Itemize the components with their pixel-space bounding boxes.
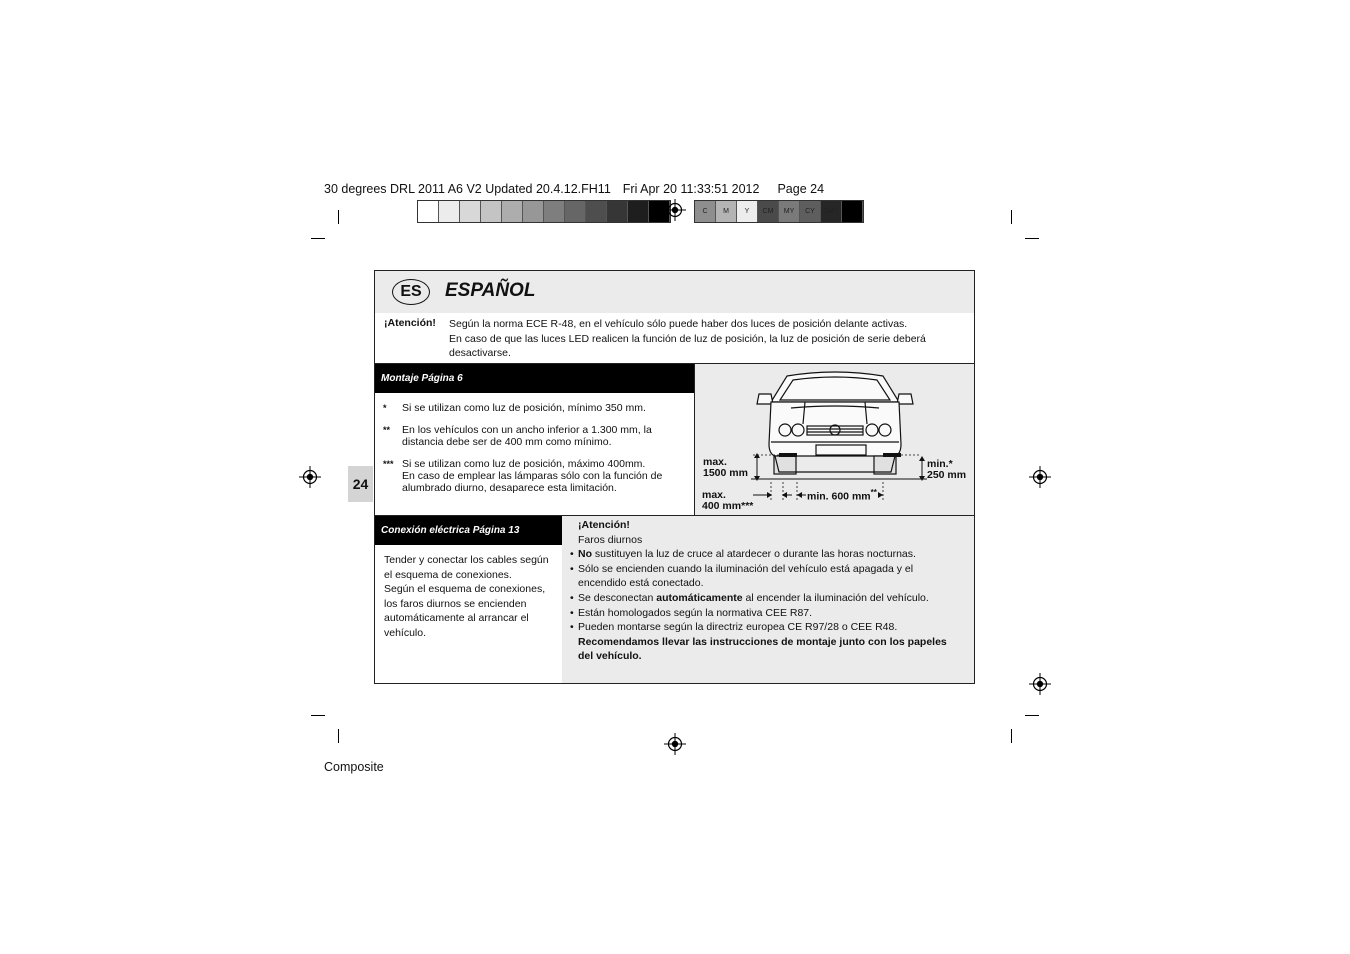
gray-swatch [502,201,523,222]
conexion-heading: Conexión eléctrica Página 13 [375,516,562,545]
dimension-text: max. [702,489,726,501]
attention-text [449,317,959,361]
process-swatch: C [695,201,716,222]
bullet-text: Se desconectan [578,591,657,604]
bullet-text: Sólo se encienden cuando la iluminación del vehículo está apagada y el [578,562,914,575]
bullet-text: Pueden montarse según la directriz europea CE R97/28 o CEE R48. [578,621,898,634]
bullet-bold: No [578,548,592,561]
registration-mark-icon [664,733,686,755]
gray-swatch [565,201,586,222]
footnote [383,424,688,448]
attention-subtitle: Faros diurnos [578,533,643,546]
bullet-text: Están homologados según la normativa CEE R87. [578,606,813,619]
footnote [383,402,688,414]
conexion-text [375,545,562,683]
footer-composite: Composite [324,760,384,774]
gray-swatch [607,201,628,222]
bullet-item: • Pueden montarse según la directriz europea CE R97/28 o CEE R48. [570,621,898,634]
gray-swatch [460,201,481,222]
attention-line: desactivarse. [449,347,511,360]
conexion-line: los faros diurnos se encienden [384,597,527,610]
conexion-line: Tender y conectar los cables según [384,554,549,566]
crop-mark [1025,715,1039,716]
footnote-mark: ** [383,425,391,435]
conexion-line: automáticamente al arrancar el [384,612,529,625]
footnote-text: En los vehículos con un ancho inferior a 1.300 mm, la [402,424,652,436]
slug-line [324,182,824,196]
max-height-label [703,457,748,478]
drl-attention [562,516,974,683]
language-header [375,271,974,313]
conexion-line: vehículo. [384,626,427,639]
min-spacing-label [806,488,878,502]
registration-mark-icon [1029,466,1051,488]
gray-swatch [439,201,460,222]
process-color-bar [694,200,864,223]
crop-mark [311,715,325,716]
crop-mark [311,238,325,239]
process-swatch: CMY [821,201,842,222]
mounting-diagram [694,364,974,515]
dimension-text: 400 mm*** [702,499,754,512]
dimension-mark: ** [870,488,877,497]
process-swatch: MY [779,201,800,222]
gray-swatch [544,201,565,222]
dimension-text: min.* [927,458,953,470]
recommendation-text: Recomendamos llevar las instrucciones de montaje junto con los papeles [578,635,947,648]
instruction-panel [374,270,975,684]
bullet-item: • Se desconectan automáticamente al encender la iluminación del vehículo. [570,591,929,604]
bullet-bold: automáticamente [656,591,743,604]
bullet-text: sustituyen la luz de cruce al atardecer o durante las horas nocturnas. [592,548,916,561]
attention-notice [375,313,974,364]
gray-swatch [586,201,607,222]
montaje-notes [375,393,694,515]
gray-swatch [628,201,649,222]
dimension-text: 1500 mm [703,466,748,479]
conexion-line: el esquema de conexiones. [384,568,512,581]
montaje-heading: Montaje Página 6 [375,364,694,393]
gray-swatch [418,201,439,222]
footnote-text: distancia debe ser de 400 mm como mínimo. [402,436,612,448]
crop-mark [1011,729,1012,743]
bullet-item: • Están homologados según la normativa CEE R87. [570,606,813,619]
crop-mark [338,729,339,743]
bullet-item: • Sólo se encienden cuando la iluminación del vehículo está apagada y el [570,562,914,575]
registration-mark-icon [1029,673,1051,695]
process-swatch: M [716,201,737,222]
footnote [383,458,688,494]
registration-mark-icon [299,466,321,488]
min-height-label [927,459,966,480]
dimension-text: max. [703,456,727,468]
footnote-mark: *** [383,459,394,469]
attention-label: ¡Atención! [578,519,630,531]
bullet-text: al encender la iluminación del vehículo. [742,591,929,604]
language-title: ESPAÑOL [445,280,536,301]
recommendation-text: del vehículo. [578,650,642,663]
gray-color-bar [417,200,671,223]
footnote-text: Si se utilizan como luz de posición, mínimo 350 mm. [402,402,646,414]
attention-line: En caso de que las luces LED realicen la función de luz de posición, la luz de posición de serie deberá [449,332,926,345]
slug-date: Fri Apr 20 11:33:51 2012 [622,182,760,196]
dimension-text: 250 mm [927,468,967,481]
crop-mark [1011,210,1012,224]
registration-mark-icon [664,199,686,221]
footnote-text: alumbrado diurno, desaparece esta limitación. [402,482,617,494]
attention-line: Según la norma ECE R-48, en el vehículo sólo puede haber dos luces de posición delante activas. [449,318,908,330]
process-swatch: Y [737,201,758,222]
process-swatch: CY [800,201,821,222]
slug-file: 30 degrees DRL 2011 A6 V2 Updated 20.4.12.FH11 [324,182,611,196]
gray-swatch [481,201,502,222]
attention-label: ¡Atención! [384,317,436,329]
process-swatch [842,201,863,222]
bullet-item: • No sustituyen la luz de cruce al atardecer o durante las horas nocturnas. [570,548,916,561]
gray-swatch [523,201,544,222]
footnote-mark: * [383,403,387,413]
footnote-text: En caso de emplear las lámparas sólo con la función de [402,470,663,482]
crop-mark [338,210,339,224]
page-number-tab: 24 [348,466,373,502]
crop-mark [1025,238,1039,239]
slug-page: Page 24 [777,182,825,196]
footnote-text: Si se utilizan como luz de posición, máximo 400mm. [402,458,646,470]
conexion-line: Según el esquema de conexiones, [384,583,546,596]
dimension-text: min. 600 mm [807,490,871,503]
process-swatch: CM [758,201,779,222]
language-badge: ES [392,279,430,305]
max-side-label [702,490,753,511]
bullet-text: encendido está conectado. [578,577,704,590]
